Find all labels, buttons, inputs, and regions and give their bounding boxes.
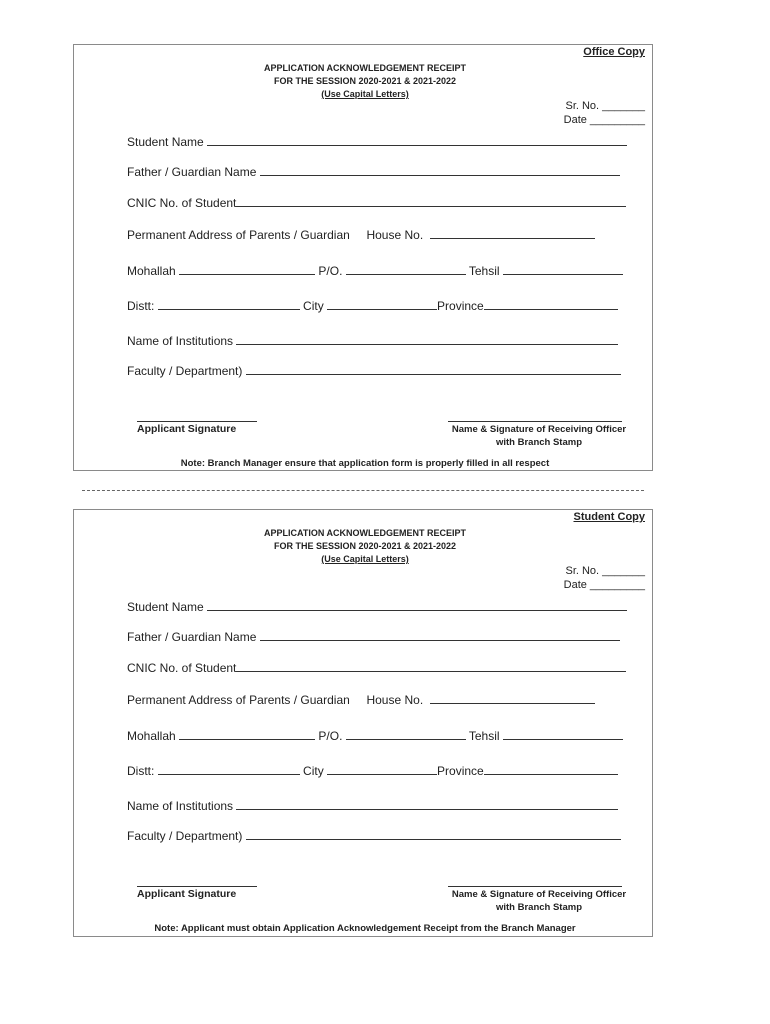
sr-date-block — [564, 99, 645, 127]
father-guardian-input[interactable] — [260, 630, 620, 641]
distt-input[interactable] — [158, 764, 300, 775]
footer-note: Note: Applicant must obtain Application Acknowledgement Receipt from the Branch Manager — [154, 923, 576, 934]
faculty-row — [127, 364, 621, 378]
house-no-label: House No. — [366, 693, 424, 707]
officer-signature-text: Name & Signature of Receiving Officer — [451, 424, 627, 435]
institution-label: Name of Institutions — [127, 334, 234, 348]
father-guardian-label: Father / Guardian Name — [127, 165, 257, 179]
province-input[interactable] — [484, 299, 618, 310]
distt-label: Distt: — [127, 299, 155, 313]
officer-signature-label — [429, 888, 649, 914]
heading-title: APPLICATION ACKNOWLEDGEMENT RECEIPT — [264, 63, 466, 73]
mohallah-input[interactable] — [179, 729, 315, 740]
applicant-signature-label: Applicant Signature — [137, 888, 237, 900]
officer-signature-text: Name & Signature of Receiving Officer — [451, 889, 627, 900]
mohallah-input[interactable] — [179, 264, 315, 275]
tehsil-label: Tehsil — [468, 729, 500, 743]
city-label: City — [303, 764, 324, 778]
cnic-label: CNIC No. of Student — [127, 661, 237, 675]
house-no-input[interactable] — [430, 228, 595, 239]
sr-no-field[interactable]: Sr. No. _______ — [565, 100, 645, 112]
institution-row — [127, 799, 618, 813]
officer-signature-label — [429, 423, 649, 449]
applicant-signature-line[interactable] — [137, 421, 257, 422]
cnic-row — [127, 661, 626, 675]
address-row — [127, 693, 595, 707]
faculty-input[interactable] — [246, 364, 621, 375]
address-row — [127, 228, 595, 242]
heading-instruction: (Use Capital Letters) — [321, 89, 409, 99]
father-guardian-row — [127, 630, 620, 644]
copy-label: Office Copy — [583, 46, 645, 58]
student-name-label: Student Name — [127, 600, 204, 614]
house-no-input[interactable] — [430, 693, 595, 704]
faculty-label: Faculty / Department) — [127, 364, 243, 378]
distt-row — [127, 764, 618, 778]
student-name-row — [127, 600, 627, 614]
house-no-label: House No. — [366, 228, 424, 242]
office-copy-receipt — [73, 44, 653, 471]
receipt-heading — [74, 62, 656, 101]
institution-input[interactable] — [236, 334, 618, 345]
heading-session: FOR THE SESSION 2020-2021 & 2021-2022 — [273, 76, 457, 86]
cnic-input[interactable] — [236, 661, 626, 672]
city-input[interactable] — [327, 299, 437, 310]
address-label: Permanent Address of Parents / Guardian — [127, 228, 350, 242]
applicant-signature-line[interactable] — [137, 886, 257, 887]
distt-input[interactable] — [158, 299, 300, 310]
po-input[interactable] — [346, 264, 466, 275]
mohallah-label: Mohallah — [127, 264, 176, 278]
date-field[interactable]: Date _________ — [563, 114, 645, 126]
footer-note: Note: Branch Manager ensure that application form is properly filled in all respect — [180, 458, 550, 469]
institution-label: Name of Institutions — [127, 799, 234, 813]
cnic-input[interactable] — [236, 196, 626, 207]
student-name-input[interactable] — [207, 135, 627, 146]
province-input[interactable] — [484, 764, 618, 775]
distt-label: Distt: — [127, 764, 155, 778]
cnic-label: CNIC No. of Student — [127, 196, 237, 210]
institution-input[interactable] — [236, 799, 618, 810]
heading-instruction: (Use Capital Letters) — [321, 554, 409, 564]
tehsil-label: Tehsil — [468, 264, 500, 278]
faculty-input[interactable] — [246, 829, 621, 840]
cnic-row — [127, 196, 626, 210]
branch-stamp-text: with Branch Stamp — [495, 902, 583, 913]
city-label: City — [303, 299, 324, 313]
applicant-signature-label: Applicant Signature — [137, 423, 237, 435]
city-input[interactable] — [327, 764, 437, 775]
faculty-row — [127, 829, 621, 843]
student-name-input[interactable] — [207, 600, 627, 611]
address-label: Permanent Address of Parents / Guardian — [127, 693, 350, 707]
tehsil-input[interactable] — [503, 729, 623, 740]
student-copy-receipt — [73, 509, 653, 937]
sr-date-block — [564, 564, 645, 592]
mohallah-label: Mohallah — [127, 729, 176, 743]
student-name-label: Student Name — [127, 135, 204, 149]
po-input[interactable] — [346, 729, 466, 740]
mohallah-row — [127, 729, 623, 743]
province-label: Province — [437, 764, 484, 778]
tehsil-input[interactable] — [503, 264, 623, 275]
sr-no-field[interactable]: Sr. No. _______ — [565, 565, 645, 577]
faculty-label: Faculty / Department) — [127, 829, 243, 843]
cut-line-divider — [82, 490, 644, 491]
mohallah-row — [127, 264, 623, 278]
copy-label: Student Copy — [573, 511, 645, 523]
province-label: Province — [437, 299, 484, 313]
branch-stamp-text: with Branch Stamp — [495, 437, 583, 448]
receipt-heading — [74, 527, 656, 566]
heading-title: APPLICATION ACKNOWLEDGEMENT RECEIPT — [264, 528, 466, 538]
heading-session: FOR THE SESSION 2020-2021 & 2021-2022 — [273, 541, 457, 551]
institution-row — [127, 334, 618, 348]
distt-row — [127, 299, 618, 313]
officer-signature-line[interactable] — [448, 886, 622, 887]
po-label: P/O. — [318, 264, 343, 278]
officer-signature-line[interactable] — [448, 421, 622, 422]
student-name-row — [127, 135, 627, 149]
father-guardian-label: Father / Guardian Name — [127, 630, 257, 644]
po-label: P/O. — [318, 729, 343, 743]
date-field[interactable]: Date _________ — [563, 579, 645, 591]
father-guardian-row — [127, 165, 620, 179]
father-guardian-input[interactable] — [260, 165, 620, 176]
